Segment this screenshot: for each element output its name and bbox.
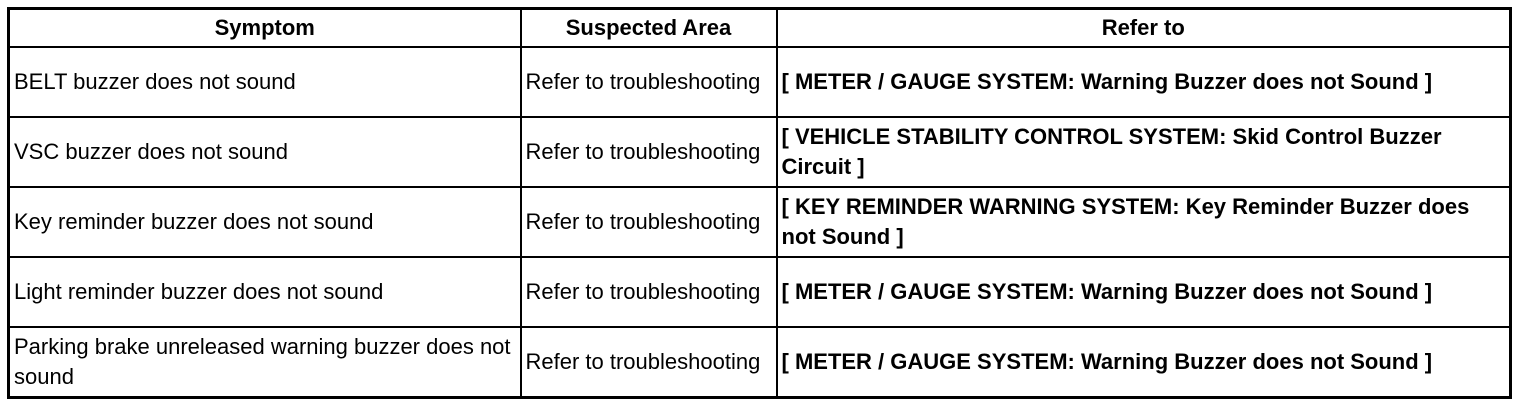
refer-to-cell: [ METER / GAUGE SYSTEM: Warning Buzzer does not Sound ] bbox=[777, 327, 1511, 398]
table-row bbox=[9, 47, 1511, 117]
table-row bbox=[9, 327, 1511, 398]
suspected-area-cell: Refer to troubleshooting bbox=[521, 117, 777, 187]
table-row bbox=[9, 187, 1511, 257]
suspected-area-cell: Refer to troubleshooting bbox=[521, 47, 777, 117]
symptom-cell: Light reminder buzzer does not sound bbox=[9, 257, 521, 327]
suspected-area-cell: Refer to troubleshooting bbox=[521, 257, 777, 327]
header-symptom: Symptom bbox=[9, 9, 521, 48]
refer-to-cell: [ METER / GAUGE SYSTEM: Warning Buzzer does not Sound ] bbox=[777, 47, 1511, 117]
refer-to-cell: [ METER / GAUGE SYSTEM: Warning Buzzer does not Sound ] bbox=[777, 257, 1511, 327]
document-page bbox=[7, 7, 1512, 399]
suspected-area-cell: Refer to troubleshooting bbox=[521, 187, 777, 257]
symptom-table bbox=[7, 7, 1512, 399]
refer-to-cell: [ KEY REMINDER WARNING SYSTEM: Key Reminder Buzzer does not Sound ] bbox=[777, 187, 1511, 257]
table-row bbox=[9, 257, 1511, 327]
symptom-cell: BELT buzzer does not sound bbox=[9, 47, 521, 117]
suspected-area-cell: Refer to troubleshooting bbox=[521, 327, 777, 398]
header-suspected-area: Suspected Area bbox=[521, 9, 777, 48]
symptom-cell: Parking brake unreleased warning buzzer does not sound bbox=[9, 327, 521, 398]
symptom-cell: Key reminder buzzer does not sound bbox=[9, 187, 521, 257]
table-row bbox=[9, 117, 1511, 187]
symptom-cell: VSC buzzer does not sound bbox=[9, 117, 521, 187]
refer-to-cell: [ VEHICLE STABILITY CONTROL SYSTEM: Skid Control Buzzer Circuit ] bbox=[777, 117, 1511, 187]
table-header-row bbox=[9, 9, 1511, 48]
header-refer-to: Refer to bbox=[777, 9, 1511, 48]
